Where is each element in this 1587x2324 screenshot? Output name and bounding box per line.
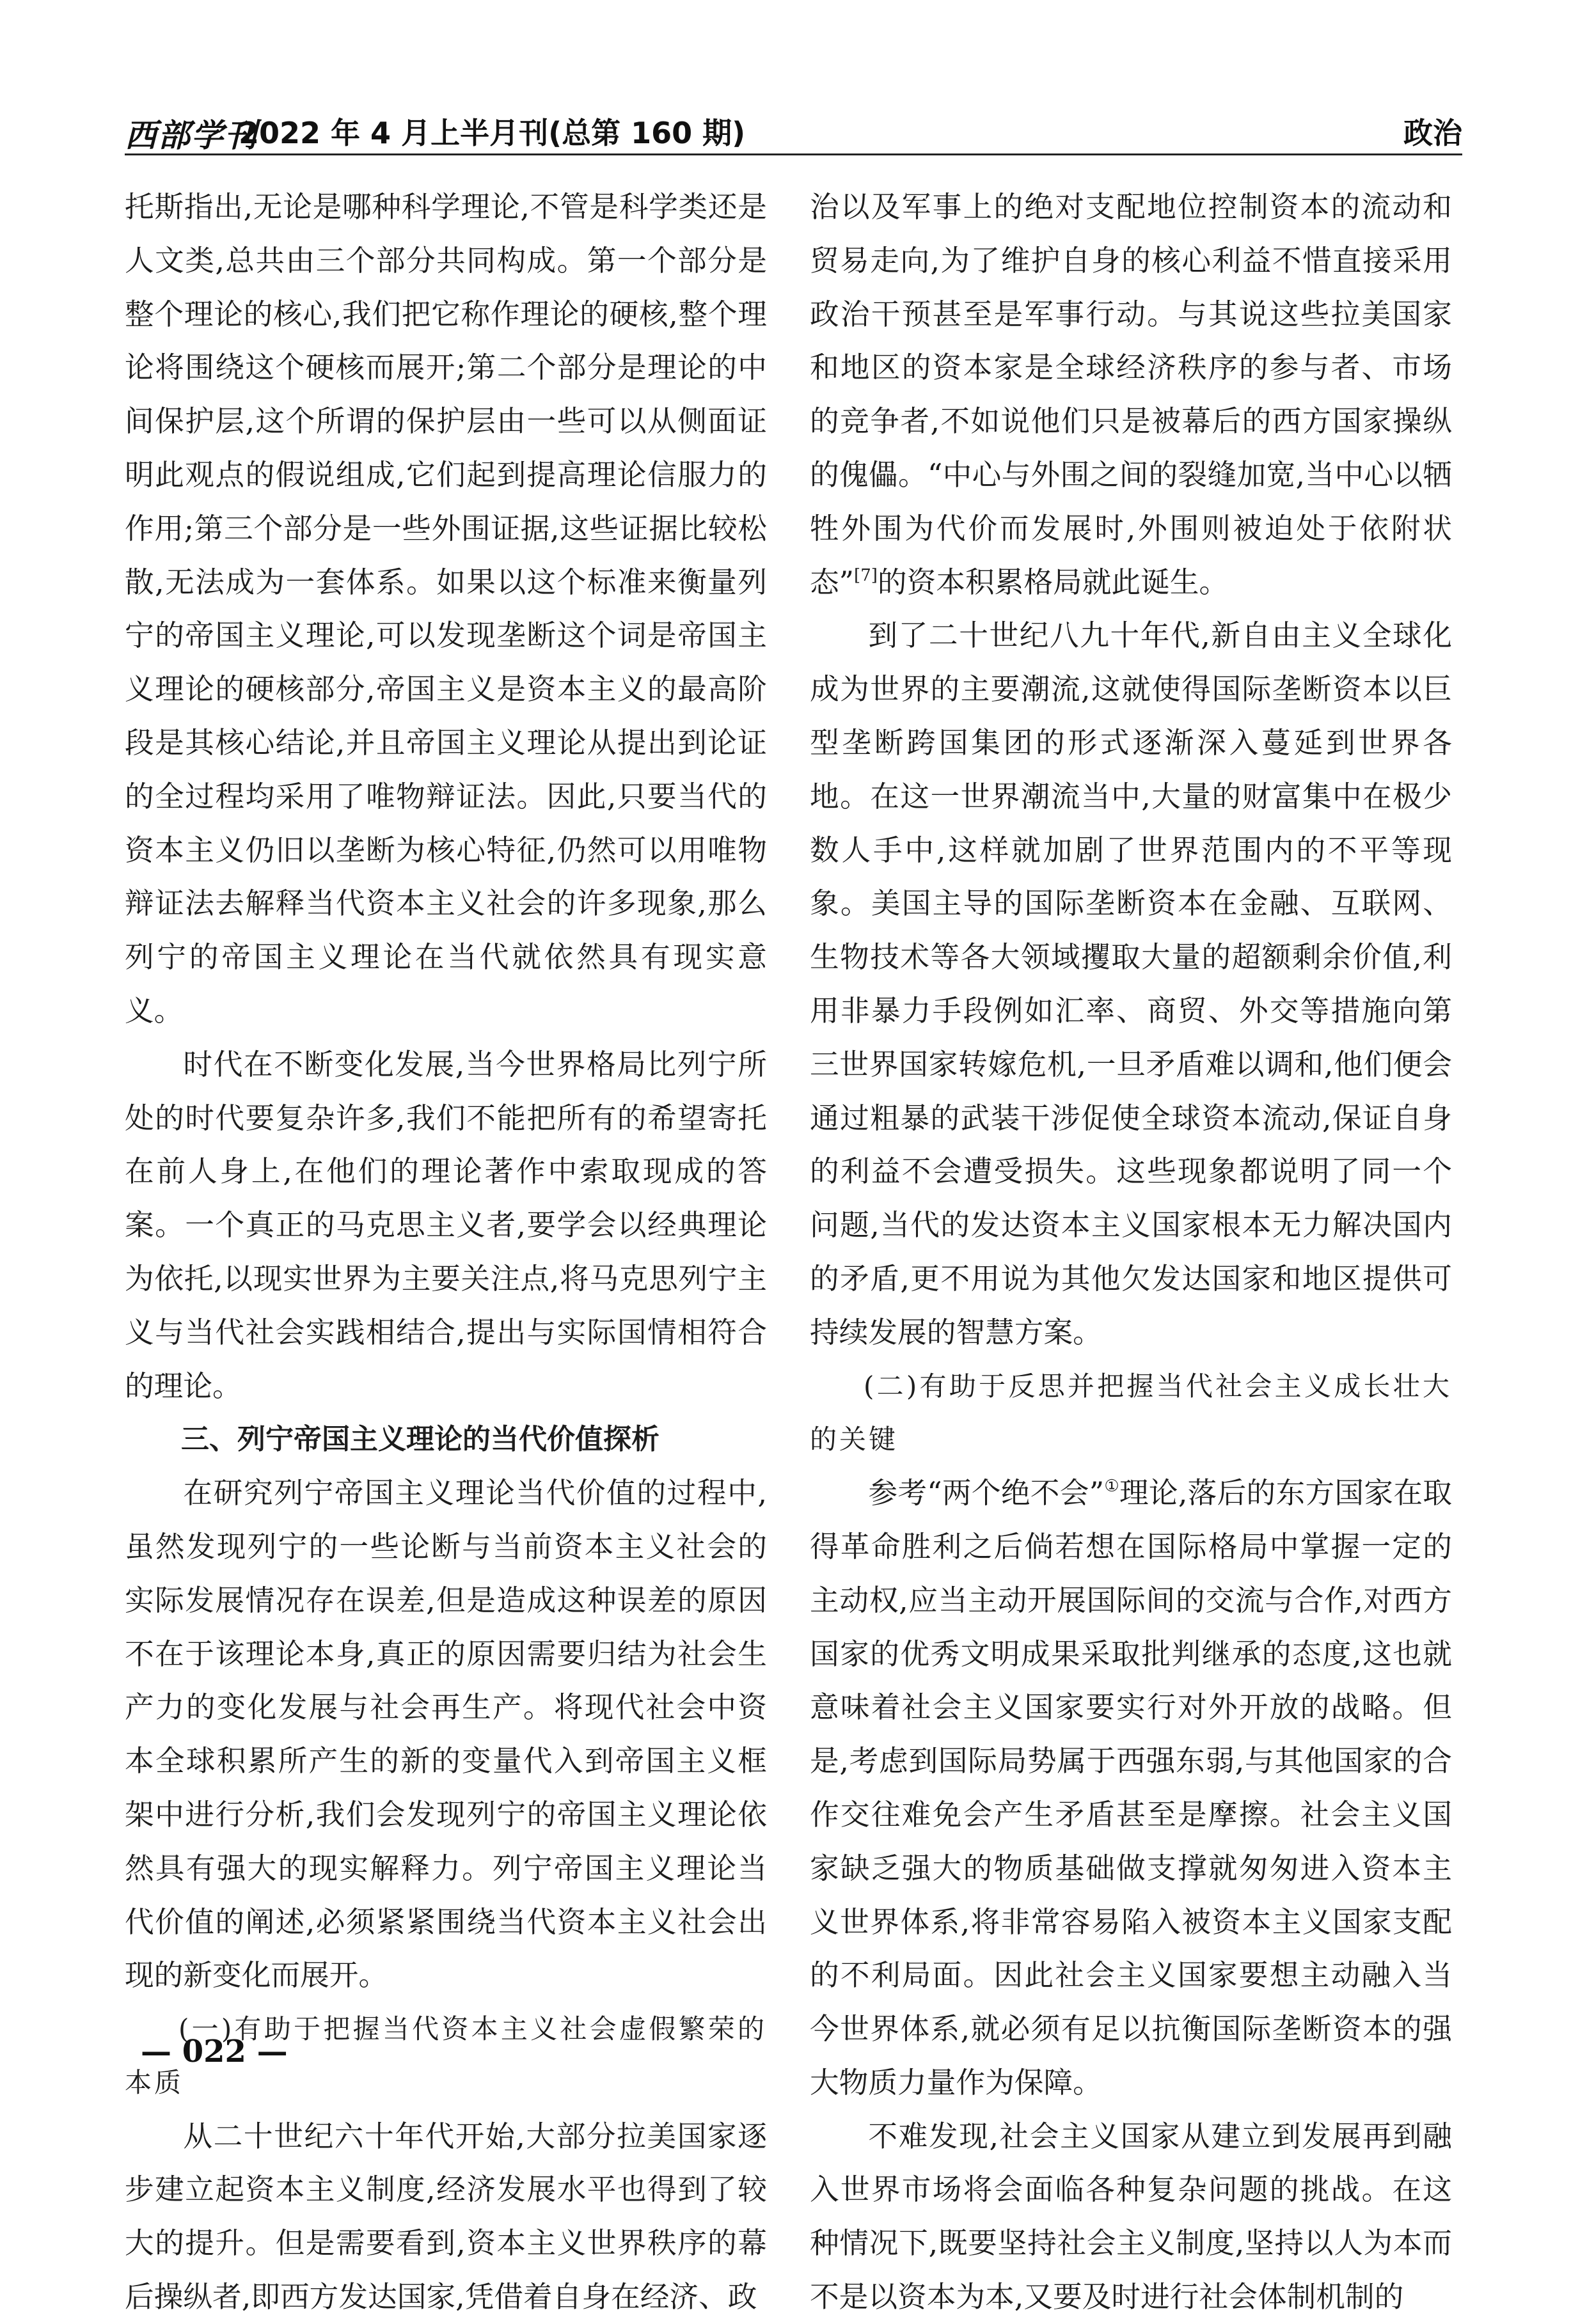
subsection-heading: (一)有助于把握当代资本主义社会虚假繁荣的本质: [125, 2013, 767, 2098]
paragraph: 托斯指出,无论是哪种科学理论,不管是科学类还是人文类,总共由三个部分共同构成。第一个部分是整个理论的核心,我们把它称作理论的硬核,整个理论将围绕这个硬核而展开;第二个部分是理论的中间保护层,这个所谓的保护层由一些可以从侧面证明此观点的假说组成,它们起到提高理论信服力的作用;第三个部分是一些外围证据,这些证据比较松散,无法成为一套体系。如果以这个标准来衡量列宁的帝国主义理论,可以发现垄断这个词是帝国主义理论的硬核部分,帝国主义是资本主义的最高阶段是其核心结论,并且帝国主义理论从提出到论证的全过程均采用了唯物辩证法。因此,只要当代的资本主义仍旧以垄断为核心特征,仍然可以用唯物辩证法去解释当代资本主义社会的许多现象,那么列宁的帝国主义理论在当代就依然具有现实意义。: [125, 190, 767, 1028]
paragraph: 从二十世纪六十年代开始,大部分拉美国家逐步建立起资本主义制度,经济发展水平也得到了较大的提升。但是需要看到,资本主义世界秩序的幕后操纵者,即西方发达国家,凭借着自身在经济、政: [125, 2119, 767, 2314]
journal-logo: 西部学刊: [125, 116, 258, 154]
left-column: [125, 180, 767, 2324]
section-heading: 三、列宁帝国主义理论的当代价值探析: [181, 1423, 659, 1456]
header-rule: [125, 153, 1462, 155]
running-header: [125, 107, 1462, 152]
paragraph-text: 治以及军事上的绝对支配地位控制资本的流动和贸易走向,为了维护自身的核心利益不惜直接采用政治干预甚至是军事行动。与其说这些拉美国家和地区的资本家是全球经济秩序的参与者、市场的竞争者,不如说他们只是被幕后的西方国家操纵的傀儡。“中心与外围之间的裂缝加宽,当中心以牺牲外围为代价而发展时,外围则被迫处于依附状态”: [810, 190, 1452, 599]
paragraph-text: 理论,落后的东方国家在取得革命胜利之后倘若想在国际格局中掌握一定的主动权,应当主动开展国际间的交流与合作,对西方国家的优秀文明成果采取批判继承的态度,这也就意味着社会主义国家要实行对外开放的战略。但是,考虑到国际局势属于西强东弱,与其他国家的合作交往难免会产生矛盾甚至是摩擦。社会主义国家缺乏强大的物质基础做支撑就匆匆进入资本主义世界体系,将非常容易陷入被资本主义国家支配的不利局面。因此社会主义国家要想主动融入当今世界体系,就必须有足以抗衡国际垄断资本的强大物质力量作为保障。: [810, 1476, 1452, 2100]
paragraph: 到了二十世纪八九十年代,新自由主义全球化成为世界的主要潮流,这就使得国际垄断资本以巨型垄断跨国集团的形式逐渐深入蔓延到世界各地。在这一世界潮流当中,大量的财富集中在极少数人手中,这样就加剧了世界范围内的不平等现象。美国主导的国际垄断资本在金融、互联网、生物技术等各大领域攫取大量的超额剩余价值,利用非暴力手段例如汇率、商贸、外交等措施向第三世界国家转嫁危机,一旦矛盾难以调和,他们便会通过粗暴的武装干涉促使全球资本流动,保证自身的利益不会遭受损失。这些现象都说明了同一个问题,当代的发达资本主义国家根本无力解决国内的矛盾,更不用说为其他欠发达国家和地区提供可持续发展的智慧方案。: [810, 618, 1452, 1349]
paragraph: [810, 180, 1452, 609]
paragraph: 不难发现,社会主义国家从建立到发展再到融入世界市场将会面临各种复杂问题的挑战。在这种情况下,既要坚持社会主义制度,坚持以人为本而不是以资本为本,又要及时进行社会体制机制的: [810, 2119, 1452, 2314]
section-name: 政治: [1403, 116, 1462, 150]
right-column: [810, 180, 1452, 2324]
paragraph: [810, 1466, 1452, 2110]
citation-ref: [7]: [854, 565, 878, 585]
subsection-heading: (二)有助于反思并把握当代社会主义成长壮大的关键: [810, 1370, 1452, 1456]
paragraph-text: 参考“两个绝不会”: [868, 1476, 1105, 1511]
paragraph: 在研究列宁帝国主义理论当代价值的过程中,虽然发现列宁的一些论断与当前资本主义社会的实际发展情况存在误差,但是造成这种误差的原因不在于该理论本身,真正的原因需要归结为社会生产力的变化发展与社会再生产。将现代社会中资本全球积累所产生的新的变量代入到帝国主义框架中进行分析,我们会发现列宁的帝国主义理论依然具有强大的现实解释力。列宁帝国主义理论当代价值的阐述,必须紧紧围绕当代资本主义社会出现的新变化而展开。: [125, 1476, 767, 1993]
issue-info: 2022 年 4 月上半月刊(总第 160 期): [239, 116, 746, 150]
page-number: — 022 —: [141, 2034, 288, 2069]
paragraph: 时代在不断变化发展,当今世界格局比列宁所处的时代要复杂许多,我们不能把所有的希望寄托在前人身上,在他们的理论著作中索取现成的答案。一个真正的马克思主义者,要学会以经典理论为依托,以现实世界为主要关注点,将马克思列宁主义与当代社会实践相结合,提出与实际国情相符合的理论。: [125, 1047, 767, 1403]
paragraph-text: 的资本积累格局就此诞生。: [877, 565, 1229, 599]
footnote-ref: ①: [1104, 1477, 1119, 1496]
